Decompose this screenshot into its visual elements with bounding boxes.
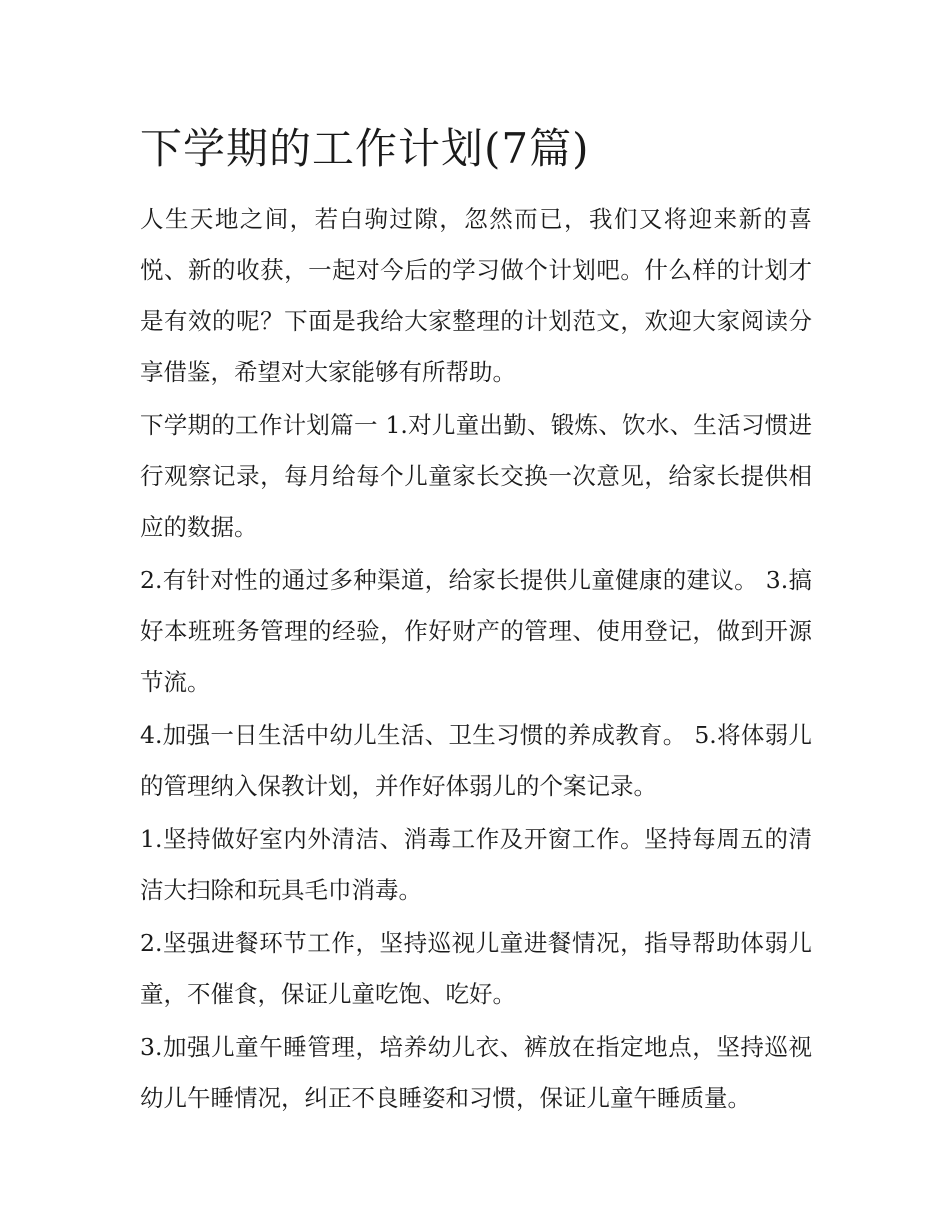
intro-paragraph: 人生天地之间，若白驹过隙，忽然而已，我们又将迎来新的喜悦、新的收获，一起对今后的学习做个计划吧。什么样的计划才是有效的呢？下面是我给大家整理的计划范文，欢迎大家阅读分享借鉴，希望对大家能够有所帮助。 (140, 205, 812, 386)
document-title: 下学期的工作计划(7篇) (140, 124, 590, 173)
paragraph-hygiene-2: 2.坚强进餐环节工作，坚持巡视儿童进餐情况，指导帮助体弱儿童，不催食，保证儿童吃饱、吃好。 (140, 929, 812, 1008)
paragraph-plan-4-5: 4.加强一日生活中幼儿生活、卫生习惯的养成教育。 5.将体弱儿的管理纳入保教计划，并作好体弱儿的个案记录。 (140, 721, 812, 800)
paragraph-plan-1: 下学期的工作计划篇一 1.对儿童出勤、锻炼、饮水、生活习惯进行观察记录，每月给每个儿童家长交换一次意见，给家长提供相应的数据。 (140, 411, 812, 541)
paragraph-hygiene-1: 1.坚持做好室内外清洁、消毒工作及开窗工作。坚持每周五的清洁大扫除和玩具毛巾消毒。 (140, 825, 812, 904)
document-content (140, 118, 812, 1126)
paragraph-plan-2-3: 2.有针对性的通过多种渠道，给家长提供儿童健康的建议。 3.搞好本班班务管理的经验，作好财产的管理、使用登记，做到开源节流。 (140, 566, 812, 696)
paragraph-hygiene-3: 3.加强儿童午睡管理，培养幼儿衣、裤放在指定地点，坚持巡视幼儿午睡情况，纠正不良睡姿和习惯，保证儿童午睡质量。 (140, 1033, 812, 1112)
